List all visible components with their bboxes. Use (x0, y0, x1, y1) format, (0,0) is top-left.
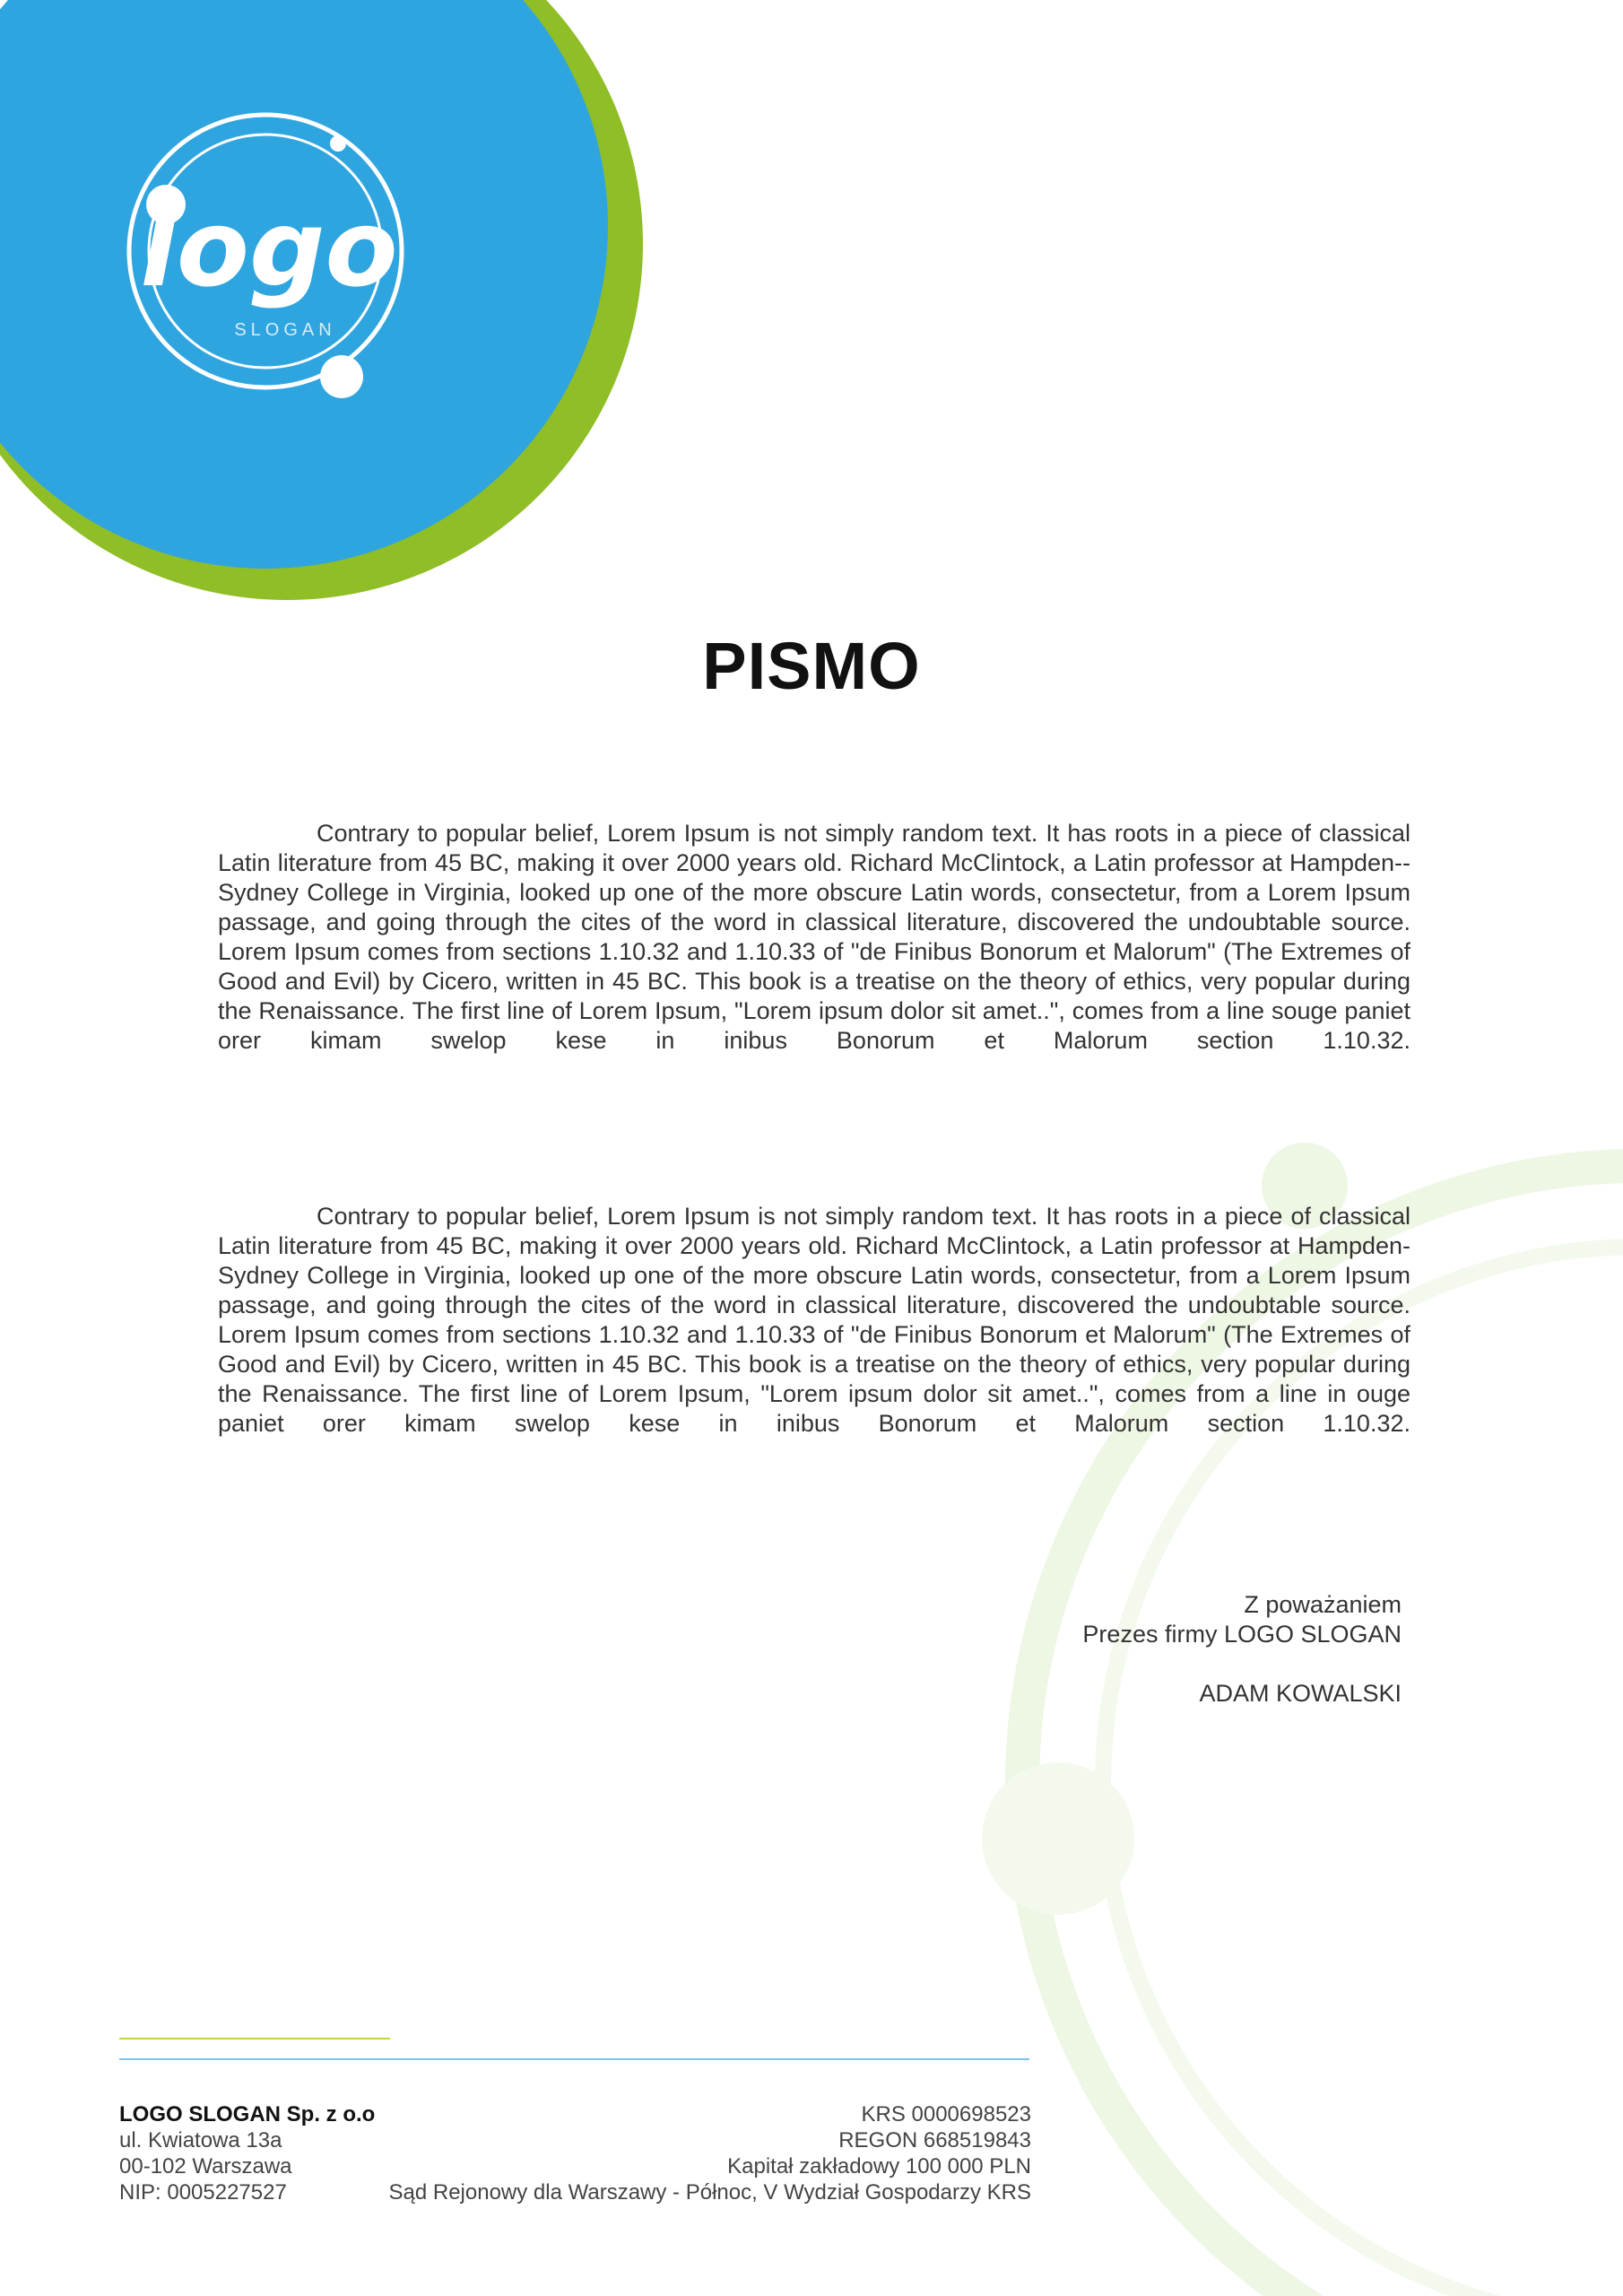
signature-closing: Z poważaniem (1244, 1591, 1402, 1618)
footer-street: ul. Kwiatowa 13a (119, 2128, 282, 2152)
signature-name: ADAM KOWALSKI (1199, 1680, 1402, 1707)
footer-nip: NIP: 0005227527 (119, 2180, 287, 2205)
body-paragraph-2 (218, 1202, 1410, 1468)
logo-wordmark: logo (140, 187, 398, 310)
paragraph-text: Contrary to popular belief, Lorem Ipsum is not simply random text. It has roots in a piece of classical Latin literature from 45 BC, making it over 2000 years old. Richard McClintock, a Latin professor at Hampden-Sydney College in Virginia, looked up one of the more obscure Latin words, consectetur, from a Lorem Ipsum passage, and going through the cites of the word in classical literature, discovered the undoubtable source. Lorem Ipsum comes from sections 1.10.32 and 1.10.33 of "de Finibus Bonorum et Malorum" (The Extremes of Good and Evil) by Cicero, written in 45 BC. This book is a treatise on the theory of ethics, very popular during the Renaissance. The first line of Lorem Ipsum, "Lorem ipsum dolor sit amet..", comes from a line in ouge paniet orer kimam swelop kese in inibus Bonorum et Malorum section 1.10.32. (218, 1203, 1410, 1437)
footer-capital: Kapitał zakładowy 100 000 PLN (727, 2154, 1031, 2179)
header-brand-circle (0, 0, 681, 610)
footer-company-name: LOGO SLOGAN Sp. z o.o (119, 2102, 376, 2126)
footer-registration-info (388, 2101, 1031, 2205)
footer-company-info (119, 2101, 375, 2205)
body-paragraph-1 (218, 819, 1410, 1085)
signature-block (1082, 1590, 1402, 1709)
document-title: PISMO (702, 629, 921, 703)
footer-krs: KRS 0000698523 (861, 2102, 1031, 2126)
paragraph-text: Contrary to popular belief, Lorem Ipsum is not simply random text. It has roots in a piece of classical Latin literature from 45 BC, making it over 2000 years old. Richard McClintock, a Latin professor at Hampden--Sydney College in Virginia, looked up one of the more obscure Latin words, consectetur, from a Lorem Ipsum passage, and going through the cites of the word in classical literature, discovered the undoubtable source. Lorem Ipsum comes from sections 1.10.32 and 1.10.33 of "de Finibus Bonorum et Malorum" (The Extremes of Good and Evil) by Cicero, written in 45 BC. This book is a treatise on the theory of ethics, very popular during the Renaissance. The first line of Lorem Ipsum, "Lorem ipsum dolor sit amet..", comes from a line souge paniet orer kimam swelop kese in inibus Bonorum et Malorum section 1.10.32. (218, 820, 1410, 1054)
footer-regon: REGON 668519843 (838, 2128, 1031, 2152)
footer-city: 00-102 Warszawa (119, 2154, 292, 2179)
logo-slogan: SLOGAN (234, 320, 336, 340)
footer-court: Sąd Rejonowy dla Warszawy - Północ, V Wydział Gospodarzy KRS (388, 2180, 1031, 2205)
footer-divider-green (119, 2038, 390, 2039)
footer-divider-blue (119, 2058, 1029, 2060)
signature-role: Prezes firmy LOGO SLOGAN (1082, 1621, 1402, 1648)
